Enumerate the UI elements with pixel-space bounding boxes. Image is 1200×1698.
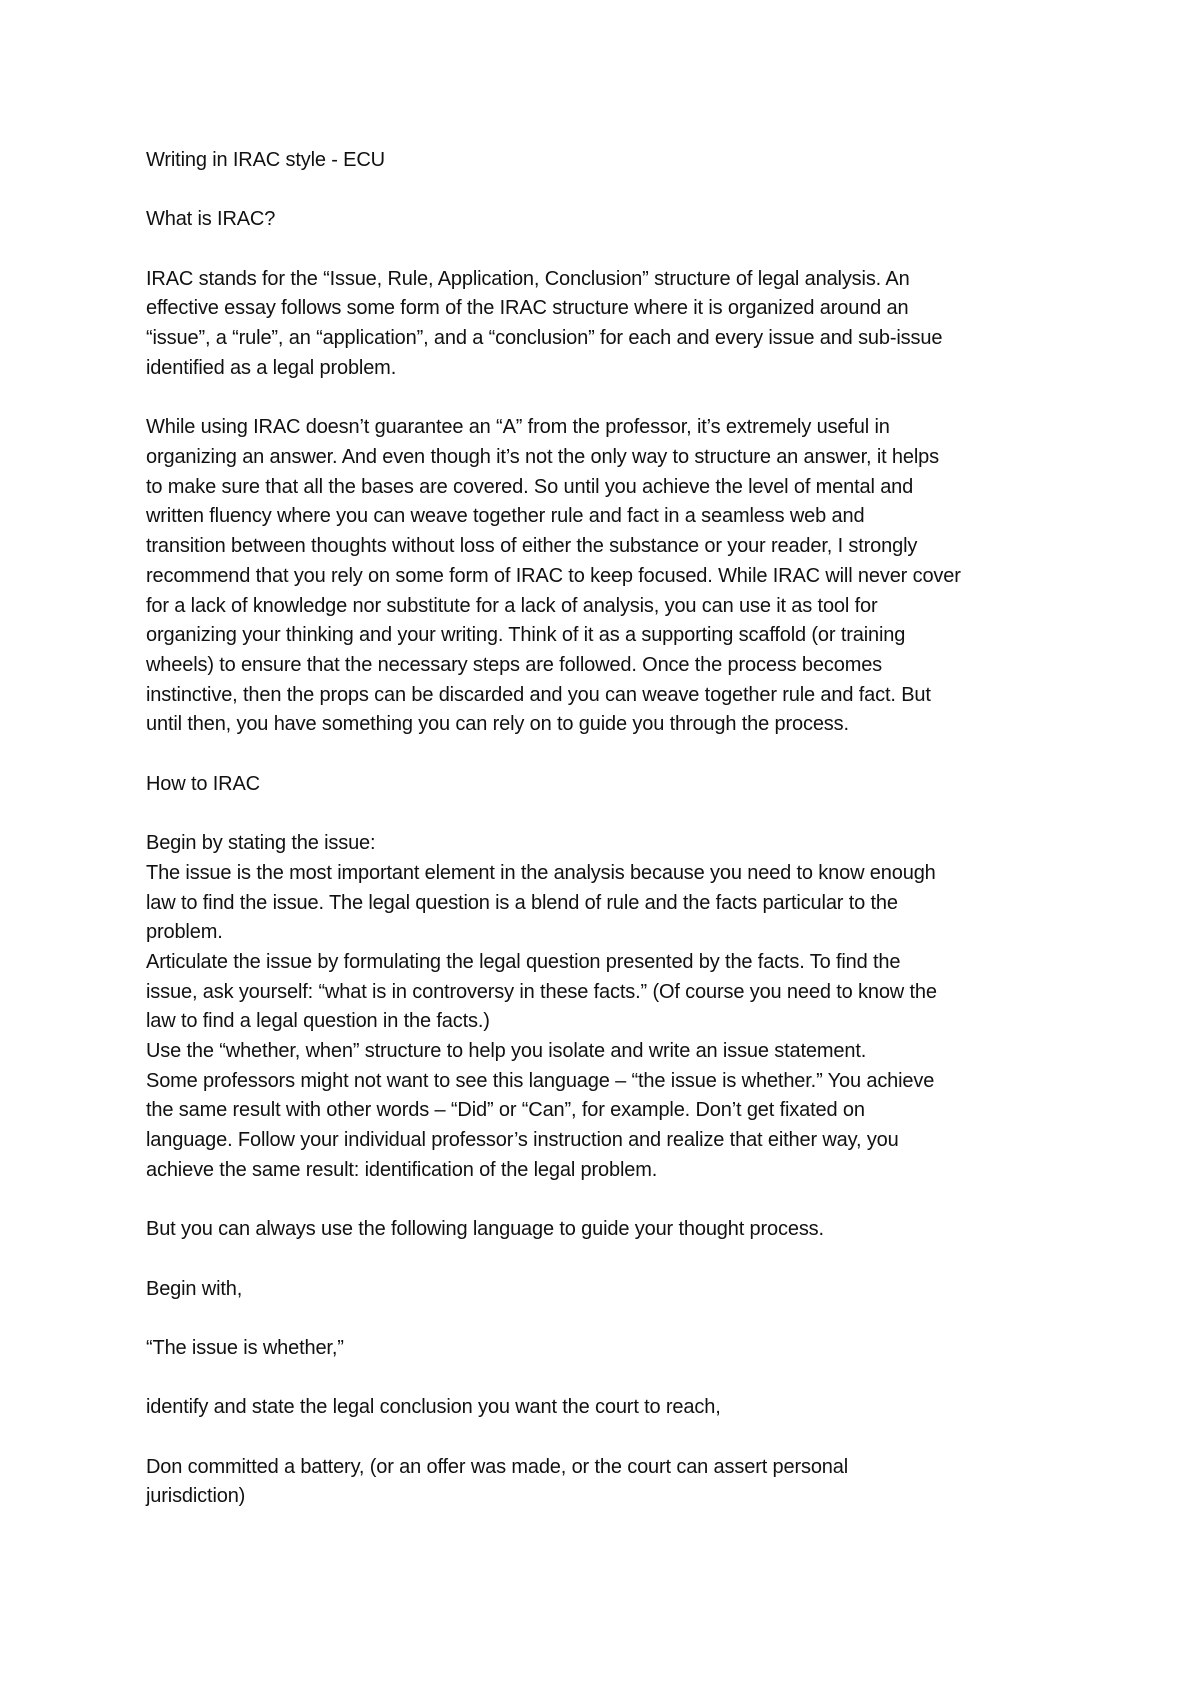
text-line: instinctive, then the props can be discarded and you can weave together rule and fact. But (146, 683, 931, 706)
paragraph-begin-with: Begin with, (146, 1277, 243, 1300)
text-line: The issue is the most important element in the analysis because you need to know enough (146, 861, 936, 884)
text-line: for a lack of knowledge nor substitute for a lack of analysis, you can use it as tool for (146, 594, 878, 617)
text-line: While using IRAC doesn’t guarantee an “A” from the professor, it’s extremely useful in (146, 416, 890, 439)
text-line: the same result with other words – “Did” or “Can”, for example. Don’t get fixated on (146, 1099, 865, 1122)
text-line: identified as a legal problem. (146, 356, 397, 379)
text-line: recommend that you rely on some form of IRAC to keep focused. While IRAC will never cover (146, 564, 961, 587)
text-line: jurisdiction) (146, 1485, 246, 1508)
text-line: issue, ask yourself: “what is in controversy in these facts.” (Of course you need to know the (146, 980, 937, 1003)
text-line: effective essay follows some form of the IRAC structure where it is organized around an (146, 297, 909, 320)
text-line: until then, you have something you can rely on to guide you through the process. (146, 713, 849, 736)
text-line: law to find a legal question in the facts.) (146, 1010, 490, 1033)
heading-what-is-irac: What is IRAC? (146, 208, 276, 231)
paragraph-while-using-irac (146, 413, 1086, 740)
paragraph-issue-quote: “The issue is whether,” (146, 1337, 344, 1359)
paragraph-identify: identify and state the legal conclusion you want the court to reach, (146, 1396, 721, 1419)
text-line: wheels) to ensure that the necessary steps are followed. Once the process becomes (146, 653, 883, 676)
text-line: “issue”, a “rule”, an “application”, and a “conclusion” for each and every issue and sub-issue (146, 327, 943, 350)
text-line: Articulate the issue by formulating the legal question presented by the facts. To find the (146, 950, 901, 973)
heading-how-to-irac: How to IRAC (146, 772, 260, 795)
paragraph-stating-issue (146, 829, 1086, 1185)
text-line: organizing your thinking and your writing. Think of it as a supporting scaffold (or training (146, 624, 906, 647)
text-line: Begin by stating the issue: (146, 832, 376, 855)
document-page (146, 146, 1086, 1512)
paragraph-but-you-can: But you can always use the following language to guide your thought process. (146, 1218, 824, 1241)
text-line: IRAC stands for the “Issue, Rule, Application, Conclusion” structure of legal analysis. An (146, 267, 910, 290)
text-line: to make sure that all the bases are covered. So until you achieve the level of mental and (146, 475, 914, 498)
paragraph-don-battery (146, 1453, 1086, 1512)
text-line: problem. (146, 921, 223, 944)
text-line: achieve the same result: identification of the legal problem. (146, 1158, 658, 1181)
text-line: organizing an answer. And even though it’s not the only way to structure an answer, it helps (146, 445, 939, 468)
text-line: Don committed a battery, (or an offer was made, or the court can assert personal (146, 1455, 849, 1478)
text-line: Use the “whether, when” structure to help you isolate and write an issue statement. (146, 1040, 867, 1063)
text-line: law to find the issue. The legal question is a blend of rule and the facts particular to the (146, 891, 898, 914)
document-title: Writing in IRAC style - ECU (146, 149, 385, 171)
paragraph-intro (146, 265, 1086, 384)
text-line: written fluency where you can weave together rule and fact in a seamless web and (146, 505, 865, 528)
text-line: transition between thoughts without loss of either the substance or your reader, I strongly (146, 535, 918, 558)
text-line: language. Follow your individual professor’s instruction and realize that either way, you (146, 1129, 899, 1152)
text-line: Some professors might not want to see this language – “the issue is whether.” You achieve (146, 1069, 935, 1092)
